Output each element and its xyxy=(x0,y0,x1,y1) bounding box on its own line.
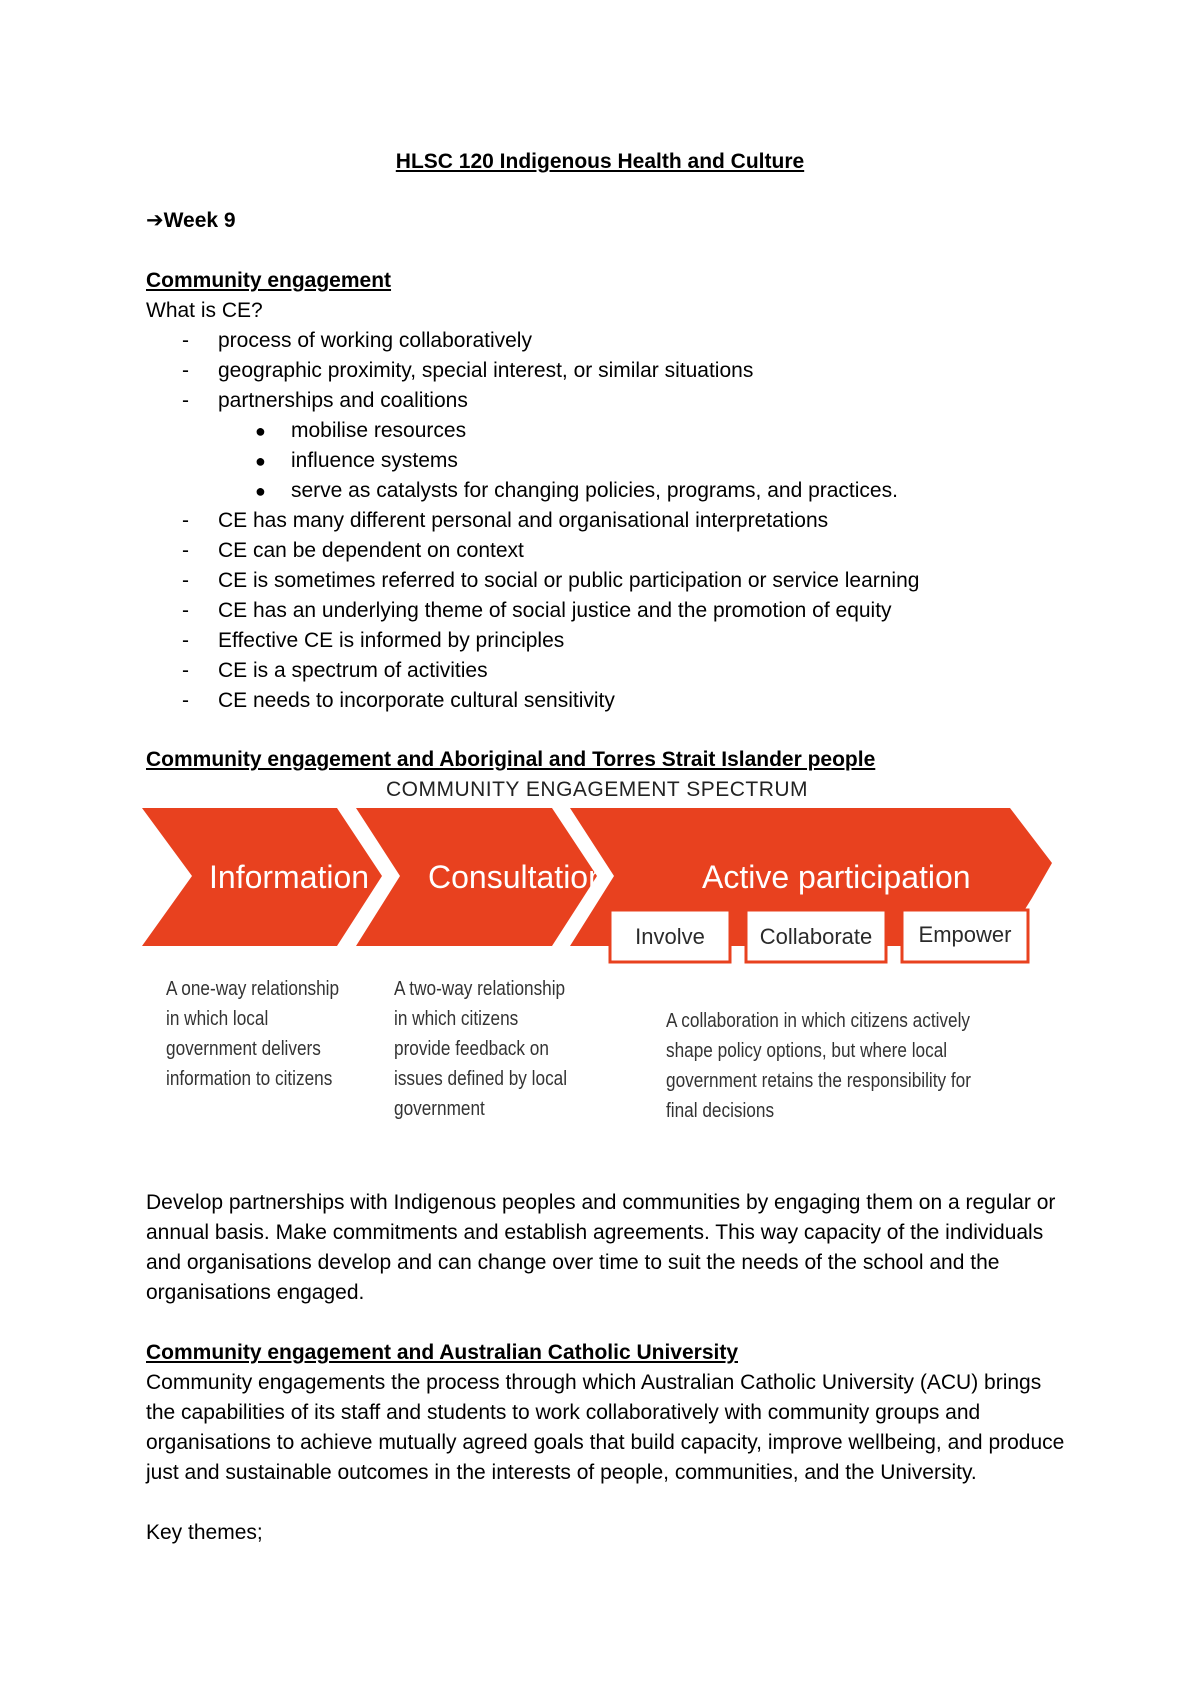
bullet-icon: ● xyxy=(255,451,266,471)
spectrum-chevrons xyxy=(142,808,1052,988)
sub-box-label: Involve xyxy=(635,924,705,949)
stage-label: Consultation xyxy=(428,859,606,895)
document-page: HLSC 120 Indigenous Health and Culture ➔Week 9 Community engagement What is CE? - process of working collaboratively - geographic proximity, special interest, or similar situations - partnerships and coalitions ● mobilise resources ● influence systems ● serve as catalysts for changing policies, programs, and practices. - CE has many different personal and organisational interpretations - CE can be dependent on context - CE is sometimes referred to social or public participation or service learning - CE has an underlying theme of social justice and the promotion of equity - Effective CE is informed by principles - CE is a spectrum of activities - CE needs to incorporate cultural sensitivity Community engagement and Aboriginal and Torres Strait Islander people COMMUNITY ENGAGEMENT SPECTRUM Information Consultation Active participation Involve Collaborate Empower A one-way relationship in which local government delivers information to citizens A two-way relationship in which citizens provide feedback on issues defined by local government A collaboration in which citizens actively shape policy options, but where local government retains the responsibility for final decisions Develop partnerships with Indigenous peoples and communities by engaging them on a regular or annual basis. Make commitments and establish agreements. This way capacity of the individuals and organisations develop and can change over time to suit the needs of the school and the organisations engaged. Community engagement and Australian Catholic University Community engagements the process through which Australian Catholic University (ACU) brings the capabilities of its staff and students to work collaboratively with community groups and organisations to achieve mutually agreed goals that build capacity, improve wellbeing, and produce just and sustainable outcomes in the interests of people, communities, and the University. Key themes; xyxy=(0,0,1200,1698)
acu-paragraph: Community engagements the process through which Australian Catholic University (ACU) brings the capabilities of its staff and students to work collaboratively with community groups and organisations to achieve mutually agreed goals that build capacity, improve wellbeing, and produce just and sustainable outcomes in the interests of people, communities, and the University. xyxy=(146,1371,1065,1484)
sub-box-label: Empower xyxy=(918,922,1012,947)
stage-label: Active participation xyxy=(702,859,971,895)
section-heading-atsi: Community engagement and Aboriginal and Torres Strait Islander people xyxy=(146,748,876,771)
engagement-spectrum-diagram xyxy=(142,778,1052,1128)
stage-description: A two-way relationship in which citizens provide feedback on issues defined by local government xyxy=(394,978,568,1120)
diagram-title: COMMUNITY ENGAGEMENT SPECTRUM xyxy=(385,778,809,801)
document-title: HLSC 120 Indigenous Health and Culture xyxy=(395,150,805,173)
bullet-icon: ● xyxy=(255,421,266,441)
arrow-icon: ➔ xyxy=(146,209,164,232)
atsi-paragraph: Develop partnerships with Indigenous peoples and communities by engaging them on a regular or annual basis. Make commitments and establish agreements. This way capacity of the individuals and organisations develop and can change over time to suit the needs of the school and the organisations engaged. xyxy=(146,1191,1056,1304)
key-themes-label: Key themes; xyxy=(146,1521,263,1544)
section-heading-acu: Community engagement and Australian Catholic University xyxy=(146,1341,738,1364)
week-heading xyxy=(146,206,236,236)
stage-description: A one-way relationship in which local government delivers information to citizens xyxy=(166,978,340,1090)
section-heading-ce: Community engagement xyxy=(146,269,392,292)
week-label: Week 9 xyxy=(163,209,236,232)
ce-question: What is CE? xyxy=(146,299,263,322)
stage-description: A collaboration in which citizens actively shape policy options, but where local government retains the responsibility for final decisions xyxy=(666,1010,971,1122)
bullet-icon: ● xyxy=(255,481,266,501)
sub-box-label: Collaborate xyxy=(759,924,873,949)
stage-label: Information xyxy=(209,859,370,895)
